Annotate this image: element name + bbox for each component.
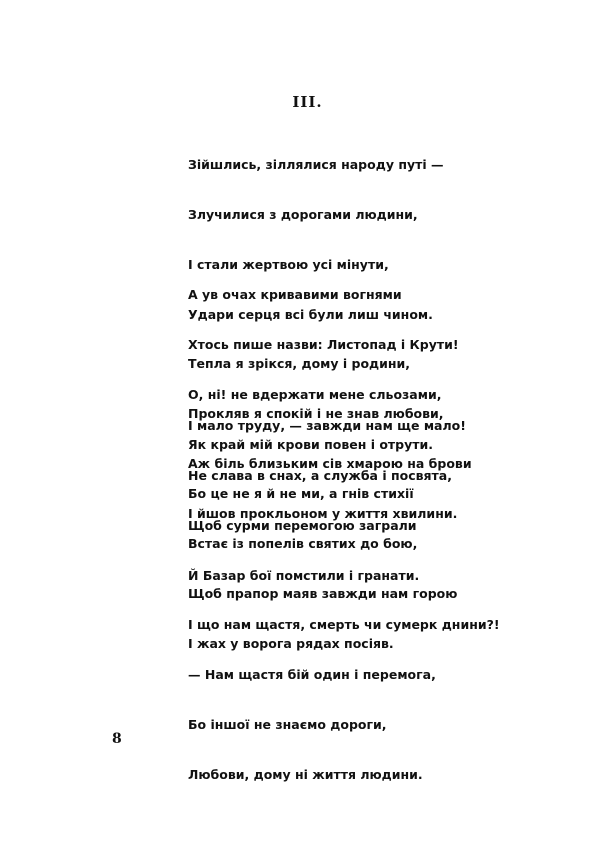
verse-line: Бо це не я й не ми, а гнів стихії xyxy=(188,486,414,502)
verse-line: Тепла я зрікся, дому і родини, xyxy=(188,356,411,372)
verse-line: Й Базар бої помстили і гранати. xyxy=(188,567,420,583)
verse-line: Встає із попелів святих до бою, xyxy=(188,536,418,552)
verse-line: А ув очах кривавими вогнями xyxy=(188,287,402,303)
verse-line: — Нам щастя бій один і перемога, xyxy=(188,667,436,683)
verse-line: І жах у ворога рядах посіяв. xyxy=(188,635,394,651)
verse-line: Прокляв я спокій і не знав любови, xyxy=(188,406,444,422)
verse-line: Щоб сурми перемогою заграли xyxy=(188,517,417,533)
verse-line: Аж біль близьким сів хмарою на брови xyxy=(188,455,472,471)
verse-line: Щоб прапор маяв завжди нам горою xyxy=(188,585,458,601)
verse-line: І йшов прокльоном у життя хвилини. xyxy=(188,505,458,521)
verse-line: Не слава в снах, а служба і посвята, xyxy=(188,467,452,483)
verse-line: Любови, дому ні життя людини. xyxy=(188,766,423,782)
verse-line: І стали жертвою усі мінути, xyxy=(188,256,389,272)
verse-line: І мало труду, — завжди нам ще мало! xyxy=(188,418,466,434)
verse-line: Хтось пише назви: Листопад і Крути! xyxy=(188,336,459,352)
verse-line: Як край мій крови повен і отрути. xyxy=(188,436,434,452)
stanza-3 xyxy=(188,385,500,816)
verse-line: Удари серця всі були лиш чином. xyxy=(188,306,433,322)
verse-line: Злучилися з дорогами людини, xyxy=(188,206,418,222)
verse-line: І що нам щастя, смерть чи сумерк днини?! xyxy=(188,617,500,633)
verse-line: О, ні! не вдержати мене сльозами, xyxy=(188,386,442,402)
verse-line: Зійшлись, зіллялися народу путі — xyxy=(188,157,444,173)
section-number: ІІІ. xyxy=(292,93,323,111)
page-number: 8 xyxy=(112,731,122,747)
verse-line: Бо іншої не знаємо дороги, xyxy=(188,716,387,732)
